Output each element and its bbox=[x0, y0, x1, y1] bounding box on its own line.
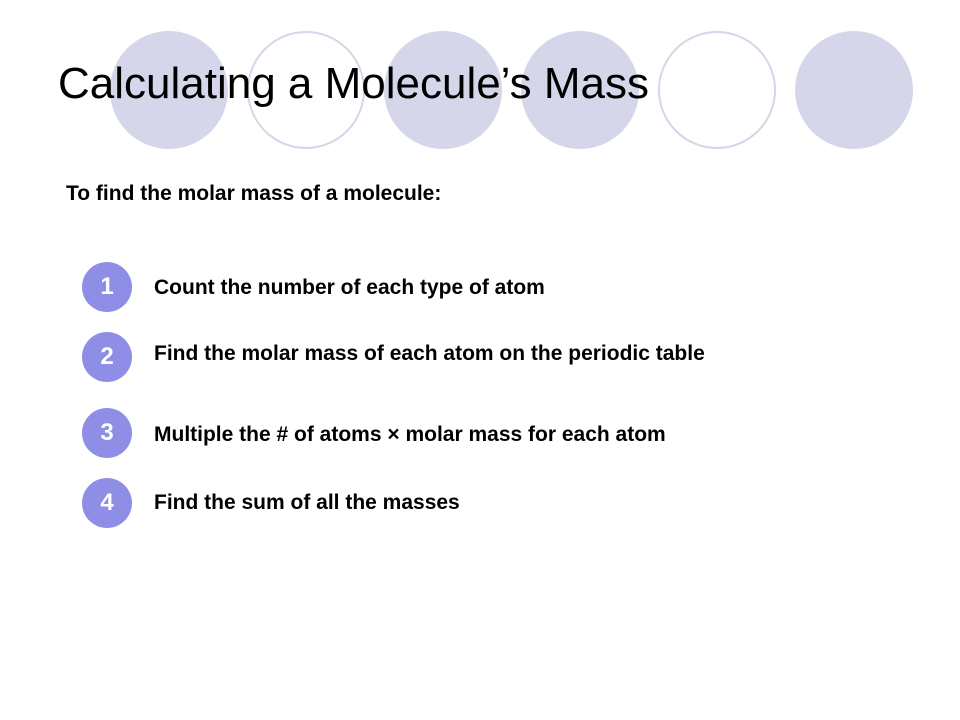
decor-circle-5 bbox=[658, 31, 776, 149]
step-text: Find the molar mass of each atom on the periodic table bbox=[154, 342, 705, 365]
step-text: Find the sum of all the masses bbox=[154, 491, 460, 514]
step-text: Count the number of each type of atom bbox=[154, 276, 545, 299]
step-number-badge: 2 bbox=[82, 332, 132, 382]
step-number-badge: 3 bbox=[82, 408, 132, 458]
decor-circle-6 bbox=[795, 31, 913, 149]
intro-text: To find the molar mass of a molecule: bbox=[66, 182, 442, 205]
step-number-badge: 1 bbox=[82, 262, 132, 312]
slide-title: Calculating a Molecule’s Mass bbox=[58, 59, 650, 108]
step-text: Multiple the # of atoms × molar mass for each atom bbox=[154, 423, 666, 446]
step-number-badge: 4 bbox=[82, 478, 132, 528]
